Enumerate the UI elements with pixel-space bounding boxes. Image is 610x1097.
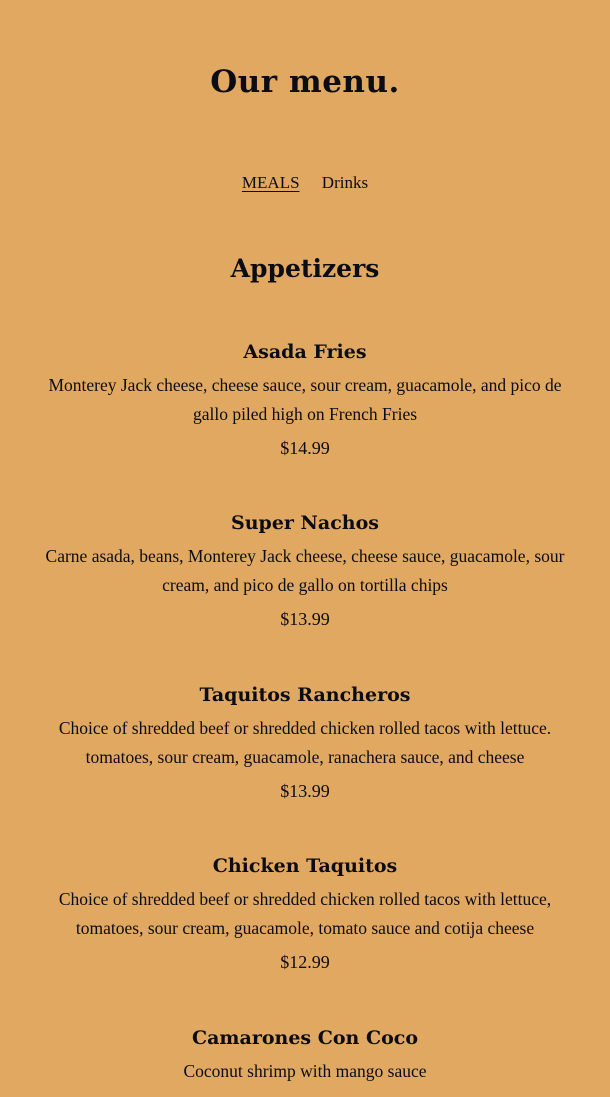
menu-item-description: Carne asada, beans, Monterey Jack cheese, cheese sauce, guacamole, sour cream, and pico de gallo on tortilla chips: [45, 546, 565, 595]
menu-tabs: [0, 172, 610, 194]
menu-item-name: Taquitos Rancheros: [199, 684, 411, 706]
menu-item: [40, 680, 570, 803]
menu-item-price: $13.99: [280, 781, 330, 801]
menu-item-description: Monterey Jack cheese, cheese sauce, sour cream, guacamole, and pico de gallo piled high on French Fries: [48, 375, 562, 424]
menu-item-name: Camarones Con Coco: [191, 1027, 418, 1049]
menu-item-price: $14.99: [280, 438, 330, 458]
menu-item: [40, 851, 570, 974]
menu-item-description: Coconut shrimp with mango sauce: [183, 1061, 427, 1081]
menu-item-name: Asada Fries: [243, 341, 367, 363]
menu-item-price: $13.99: [280, 609, 330, 629]
menu-item: [40, 337, 570, 460]
menu-item: [40, 508, 570, 631]
menu-item-description: Choice of shredded beef or shredded chicken rolled tacos with lettuce, tomatoes, sour cream, guacamole, tomato sauce and cotija cheese: [58, 889, 552, 938]
tab-drinks[interactable]: Drinks: [321, 173, 369, 192]
section-title-appetizers: Appetizers: [230, 254, 380, 283]
menu-item-name: Super Nachos: [231, 512, 379, 534]
menu-item: [40, 1023, 570, 1086]
menu-item-name: Chicken Taquitos: [212, 855, 398, 877]
page-title: Our menu.: [210, 64, 400, 100]
tab-meals[interactable]: MEALS: [241, 173, 300, 192]
menu-item-price: $12.99: [280, 952, 330, 972]
menu-item-description: Choice of shredded beef or shredded chicken rolled tacos with lettuce. tomatoes, sour cream, guacamole, ranachera sauce, and cheese: [58, 718, 552, 767]
